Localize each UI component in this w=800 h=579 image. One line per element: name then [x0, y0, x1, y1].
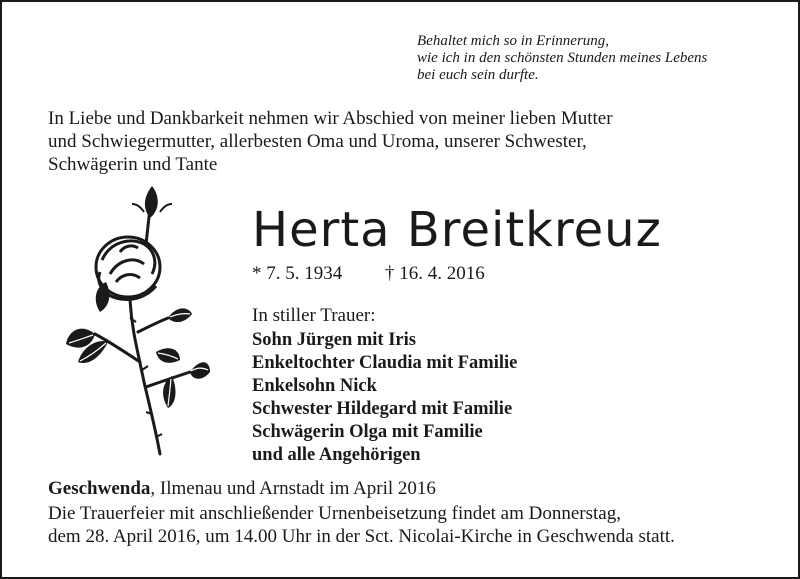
service-line: dem 28. April 2016, um 14.00 Uhr in der Sct. Nicolai-Kirche in Geschwenda statt.	[48, 526, 675, 547]
mourner: Enkelsohn Nick	[252, 376, 377, 396]
birth-date: * 7. 5. 1934	[252, 263, 343, 284]
funeral-service-info	[48, 502, 675, 548]
quote-line: bei euch sein durfte.	[417, 67, 539, 83]
mourner: Schwester Hildegard mit Familie	[252, 399, 513, 419]
place-town: Geschwenda	[48, 478, 151, 499]
mourner: Enkeltochter Claudia mit Familie	[252, 353, 518, 373]
life-dates	[252, 262, 485, 286]
memorial-quote	[417, 33, 777, 84]
intro-line: und Schwiegermutter, allerbesten Oma und Uroma, unserer Schwester,	[48, 131, 587, 152]
quote-line: wie ich in den schönsten Stunden meines Lebens	[417, 50, 708, 66]
mourner: Schwägerin Olga mit Familie	[252, 422, 483, 442]
mourner: und alle Angehörigen	[252, 445, 421, 465]
rose-icon	[60, 182, 210, 462]
deceased-name: Herta Breitkreuz	[252, 202, 662, 258]
farewell-text	[48, 107, 768, 176]
mourner: Sohn Jürgen mit Iris	[252, 330, 416, 350]
death-date: † 16. 4. 2016	[385, 263, 485, 284]
quote-line: Behaltet mich so in Erinnerung,	[417, 33, 610, 49]
intro-line: Schwägerin und Tante	[48, 154, 218, 175]
service-line: Die Trauerfeier mit anschließender Urnenbeisetzung findet am Donnerstag,	[48, 503, 621, 524]
mourners-list	[252, 329, 517, 467]
intro-line: In Liebe und Dankbarkeit nehmen wir Abschied von meiner lieben Mutter	[48, 108, 613, 129]
place-and-date	[48, 477, 436, 500]
mourning-heading: In stiller Trauer:	[252, 305, 376, 326]
place-rest: , Ilmenau und Arnstadt im April 2016	[150, 478, 436, 499]
